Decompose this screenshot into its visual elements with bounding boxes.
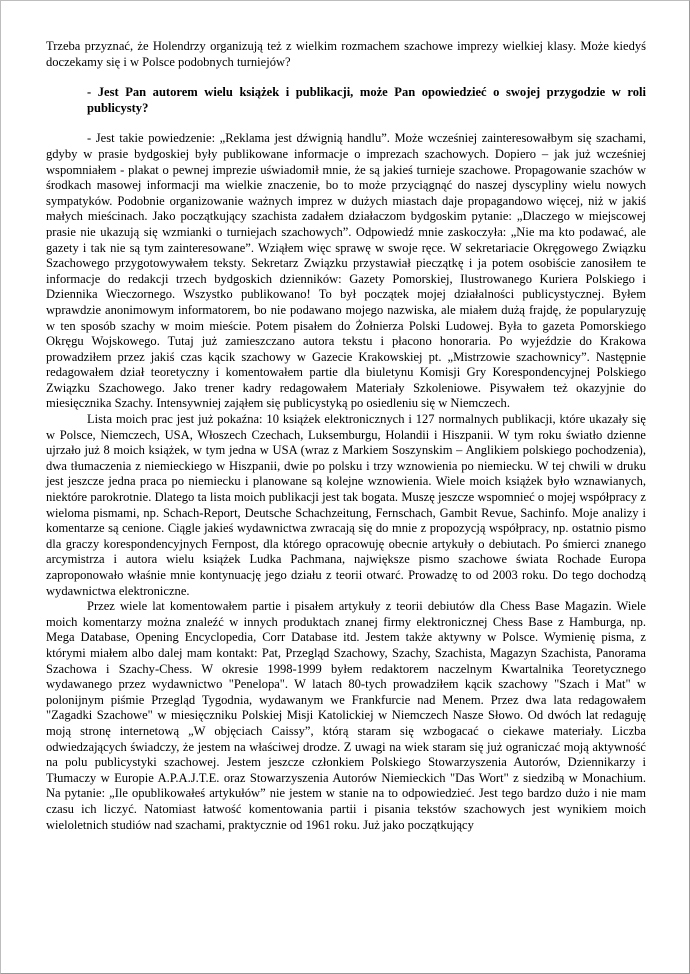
interview-question: - Jest Pan autorem wielu książek i publikacji, może Pan opowiedzieć o swojej przygodzie w roli publicysty? (87, 85, 646, 115)
answer-paragraph-2: Lista moich prac jest już pokaźna: 10 książek elektronicznych i 127 normalnych publikacji, które ukazały się w Polsce, Niemczech, USA, Włoszech Czechach, Luksemburgu, Holandii i Hiszpanii. W tym roku światło dzienne ujrzało już 8 moich książek, w tym jedna w USA (wraz z Markiem Soszynskim – Anglikiem polskiego pochodzenia), dwa tłumaczenia z niemieckiego w Hiszpanii, dwie po polsku i trzy wznowienia po niemiecku. W tej chwili w druku jest jeszcze jedna praca po niemiecku i planowane są kolejne wznowienia. Wiele moich książek było wznawianych, niektóre parokrotnie. Dlatego ta lista moich publikacji jest tak bogata. Muszę jeszcze wspomnieć o mojej współpracy z wieloma pismami, np. Schach-Report, Deutsche Schachzeitung, Fernschach, Gambit Revue, Sachinfo. Moje analizy i komentarze są cenione. Ciągle jakieś wydawnictwa zwracają się do mnie z propozycją współpracy, np. ostatnio pismo dla graczy korespondencyjnych Fernpost, dla którego opracowuję obecnie artykuły o debiutach. Po śmierci znanego arcymistrza i autora wielu książek Ludka Pachmana, największe pismo szachowe świata Rochade Europa zaproponowało właśnie mnie kontynuację jego działu z teorii otwarć. Prowadzę to od 2003 roku. Do tego dochodzą wydawnictwa elektroniczne. (46, 412, 646, 598)
answer-paragraph-3: Przez wiele lat komentowałem partie i pisałem artykuły z teorii debiutów dla Chess Base Magazin. Wiele moich komentarzy można znaleźć w innych produktach znanej firmy elektronicznej Chess Base z Hamburga, np. Mega Database, Opening Encyclopedia, Corr Database itd. Jestem także aktywny w Polsce. Wymienię pisma, z którymi miałem albo dalej mam kontakt: Pat, Przegląd Szachowy, Szachy, Szachista, Magazyn Szachista, Panorama Szachowa i Szachy-Chess. W okresie 1998-1999 byłem redaktorem naczelnym Kwartalnika Teoretycznego wydawanego przez wydawnictwo "Penelopa". W latach 80-tych prowadziłem kącik szachowy "Szach i Mat" w polonijnym piśmie Przegląd Tygodnia, wydawanym we Frankfurcie nad Menem. Przez dwa lata redagowałem "Zagadki Szachowe" w miesięczniku Polskiej Misji Katolickiej w Niemczech Nasze Słowo. Od dwóch lat redaguję moją stronę internetową „W objęciach Caissy”, którą staram się wzbogacać o ciekawe materiały. Liczba odwiedzających świadczy, że jestem na właściwej drodze. Z uwagi na wiek staram się już ograniczać moją aktywność na polu publicystyki szachowej. Jestem jeszcze członkiem Polskiego Stowarzyszenia Autorów, Dziennikarzy i Tłumaczy w Europie A.P.A.J.T.E. oraz Stowarzyszenia Autorów Niemieckich "Das Wort" z siedzibą w Monachium. Na pytanie: „Ile opublikowałeś artykułów” nie jestem w stanie na to odpowiedzieć. Jest tego bardzo dużo i nie mam czasu ich liczyć. Natomiast łatwość komentowania partii i pisania tekstów szachowych jest wynikiem moich wieloletnich studiów nad szachami, praktycznie od 1961 roku. Już jako początkujący (46, 599, 646, 832)
intro-paragraph: Trzeba przyznać, że Holendrzy organizują też z wielkim rozmachem szachowe imprezy wielkiej klasy. Może kiedyś doczekamy się i w Polsce podobnych turniejów? (46, 39, 646, 69)
answer-paragraph-1: - Jest takie powiedzenie: „Reklama jest dźwignią handlu”. Może wcześniej zainteresowałbym się szachami, gdyby w prasie bydgoskiej były publikowane informacje o imprezach szachowych. Dopiero – jak już wcześniej wspomniałem - plakat o pewnej imprezie uświadomił mnie, że są jakieś turnieje szachowe. Propagowanie szachów w środkach masowej informacji ma wielkie znaczenie, bo to może przyciągnąć do naszej dyscypliny wielu nowych sympatyków. Podobnie organizowanie ważnych imprez w dużych miastach daje propagandowo więcej, niż w jakiś małych mieścinach. Jako początkujący szachista zadałem działaczom bydgoskim pytanie: „Dlaczego w miejscowej prasie nie ukazują się wzmianki o turniejach szachowych”. Odpowiedź mnie zaskoczyła: „Nie ma kto podawać, ale gazety i tak nie są tym zainteresowane”. Wziąłem więc sprawę w swoje ręce. W sekretariacie Okręgowego Związku Szachowego przygotowywałem teksty. Sekretarz Związku przystawiał pieczątkę i ja potem osobiście zanosiłem te informacje do redakcji trzech bydgoskich dzienników: Gazety Pomorskiej, Ilustrowanego Kuriera Polskiego i Dziennika Wieczornego. Wszystko publikowano! To był początek mojej działalności publicystycznej. Byłem wprawdzie anonimowym informatorem, bo nie podawano mojego nazwiska, ale miałem dużą frajdę, że popularyzuję w ten sposób szachy w moim mieście. Potem pisałem do Żołnierza Polski Ludowej. Była to gazeta Pomorskiego Okręgu Wojskowego. Tutaj już zamieszczano autora tekstu i płacono honoraria. Po wyjeździe do Krakowa prowadziłem przez jakiś czas kącik szachowy w Gazecie Krakowskiej pt. „Mistrzowie szachownicy”. Następnie redagowałem dział teoretyczny i komentowałem partie dla biuletynu Komisji Gry Korespondencyjnej Polskiego Związku Szachowego. Jako trener kadry redagowałem Materiały Szkoleniowe. Pisywałem też okazyjnie do miesięcznika Szachy. Intensywniej zająłem się publicystyką po osiedleniu się w Niemczech. (46, 131, 646, 411)
document-body (46, 39, 646, 833)
